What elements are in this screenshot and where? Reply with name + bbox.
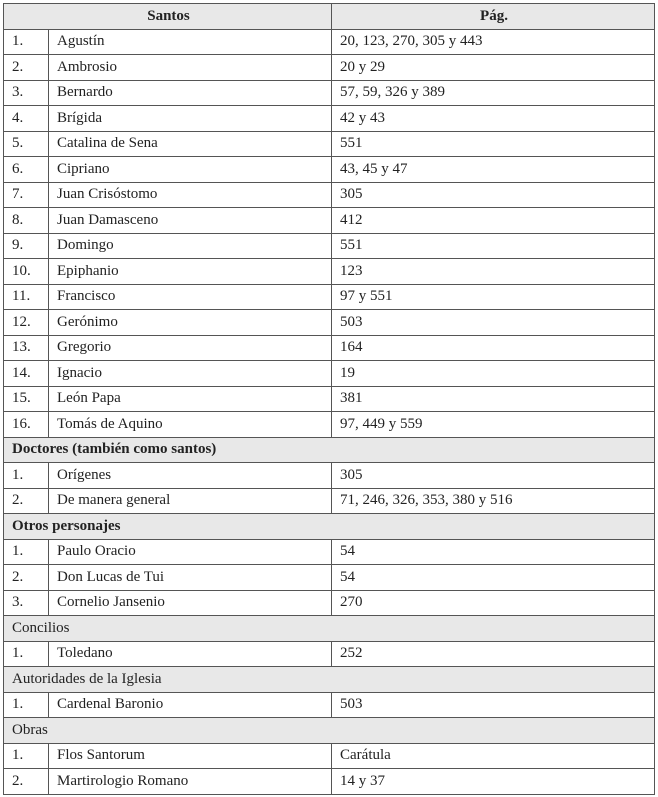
row-name: Ignacio [49, 361, 332, 387]
row-number: 3. [4, 80, 49, 106]
table-row [4, 590, 655, 616]
row-name: Francisco [49, 284, 332, 310]
table-row [4, 412, 655, 438]
row-number: 16. [4, 412, 49, 438]
section-header-row [4, 616, 655, 642]
row-number: 5. [4, 131, 49, 157]
row-number: 3. [4, 590, 49, 616]
row-number: 7. [4, 182, 49, 208]
section-header-row [4, 667, 655, 693]
row-pages: 123 [332, 259, 655, 285]
table-row [4, 565, 655, 591]
table-row [4, 310, 655, 336]
row-name: Catalina de Sena [49, 131, 332, 157]
row-number: 2. [4, 565, 49, 591]
row-number: 1. [4, 641, 49, 667]
row-number: 2. [4, 488, 49, 514]
row-name: Domingo [49, 233, 332, 259]
section-title: Obras [4, 718, 655, 744]
table-row [4, 488, 655, 514]
section-header-row [4, 718, 655, 744]
row-name: Juan Crisóstomo [49, 182, 332, 208]
row-pages: 551 [332, 233, 655, 259]
row-number: 4. [4, 106, 49, 132]
row-number: 8. [4, 208, 49, 234]
row-pages: 270 [332, 590, 655, 616]
row-pages: 164 [332, 335, 655, 361]
header-pag: Pág. [332, 4, 655, 30]
row-number: 13. [4, 335, 49, 361]
table-row [4, 182, 655, 208]
row-pages: 54 [332, 539, 655, 565]
header-row [4, 4, 655, 30]
section-title: Otros personajes [4, 514, 655, 540]
table-row [4, 386, 655, 412]
table-row [4, 335, 655, 361]
row-number: 1. [4, 743, 49, 769]
row-name: Martirologio Romano [49, 769, 332, 795]
row-name: Ambrosio [49, 55, 332, 81]
table-row [4, 208, 655, 234]
row-pages: 19 [332, 361, 655, 387]
table-row [4, 743, 655, 769]
row-name: Toledano [49, 641, 332, 667]
row-number: 2. [4, 769, 49, 795]
row-name: Tomás de Aquino [49, 412, 332, 438]
table-row [4, 157, 655, 183]
row-name: Paulo Oracio [49, 539, 332, 565]
table-row [4, 463, 655, 489]
row-pages: 305 [332, 463, 655, 489]
row-pages: 20 y 29 [332, 55, 655, 81]
row-number: 2. [4, 55, 49, 81]
section-title: Doctores (también como santos) [4, 437, 655, 463]
row-name: Bernardo [49, 80, 332, 106]
table-row [4, 80, 655, 106]
row-pages: 381 [332, 386, 655, 412]
row-pages: 14 y 37 [332, 769, 655, 795]
row-pages: 54 [332, 565, 655, 591]
row-pages: 412 [332, 208, 655, 234]
row-name: Flos Santorum [49, 743, 332, 769]
table-row [4, 259, 655, 285]
table-row [4, 284, 655, 310]
row-number: 15. [4, 386, 49, 412]
table-row [4, 769, 655, 795]
row-number: 12. [4, 310, 49, 336]
row-name: De manera general [49, 488, 332, 514]
row-pages: 97, 449 y 559 [332, 412, 655, 438]
row-number: 10. [4, 259, 49, 285]
row-name: Cornelio Jansenio [49, 590, 332, 616]
row-name: Gregorio [49, 335, 332, 361]
row-number: 6. [4, 157, 49, 183]
row-number: 1. [4, 539, 49, 565]
table-row [4, 361, 655, 387]
row-number: 1. [4, 29, 49, 55]
row-pages: 503 [332, 310, 655, 336]
row-name: Orígenes [49, 463, 332, 489]
row-pages: 57, 59, 326 y 389 [332, 80, 655, 106]
row-name: Juan Damasceno [49, 208, 332, 234]
row-number: 1. [4, 692, 49, 718]
row-name: Cardenal Baronio [49, 692, 332, 718]
table-row [4, 131, 655, 157]
table-row [4, 233, 655, 259]
row-name: Brígida [49, 106, 332, 132]
row-pages: 71, 246, 326, 353, 380 y 516 [332, 488, 655, 514]
row-name: Agustín [49, 29, 332, 55]
row-name: Epiphanio [49, 259, 332, 285]
index-body [4, 29, 655, 794]
row-pages: 252 [332, 641, 655, 667]
section-header-row [4, 514, 655, 540]
row-name: Don Lucas de Tui [49, 565, 332, 591]
table-row [4, 692, 655, 718]
table-row [4, 29, 655, 55]
table-row [4, 55, 655, 81]
section-title: Autoridades de la Iglesia [4, 667, 655, 693]
index-table [3, 3, 655, 795]
table-row [4, 539, 655, 565]
row-number: 14. [4, 361, 49, 387]
row-pages: 20, 123, 270, 305 y 443 [332, 29, 655, 55]
row-name: Cipriano [49, 157, 332, 183]
row-pages: Carátula [332, 743, 655, 769]
row-pages: 305 [332, 182, 655, 208]
table-row [4, 106, 655, 132]
header-santos: Santos [4, 4, 332, 30]
row-pages: 42 y 43 [332, 106, 655, 132]
row-number: 9. [4, 233, 49, 259]
section-title: Concilios [4, 616, 655, 642]
row-pages: 97 y 551 [332, 284, 655, 310]
row-number: 1. [4, 463, 49, 489]
row-name: León Papa [49, 386, 332, 412]
section-header-row [4, 437, 655, 463]
row-pages: 551 [332, 131, 655, 157]
table-row [4, 641, 655, 667]
row-pages: 503 [332, 692, 655, 718]
row-number: 11. [4, 284, 49, 310]
row-name: Gerónimo [49, 310, 332, 336]
row-pages: 43, 45 y 47 [332, 157, 655, 183]
